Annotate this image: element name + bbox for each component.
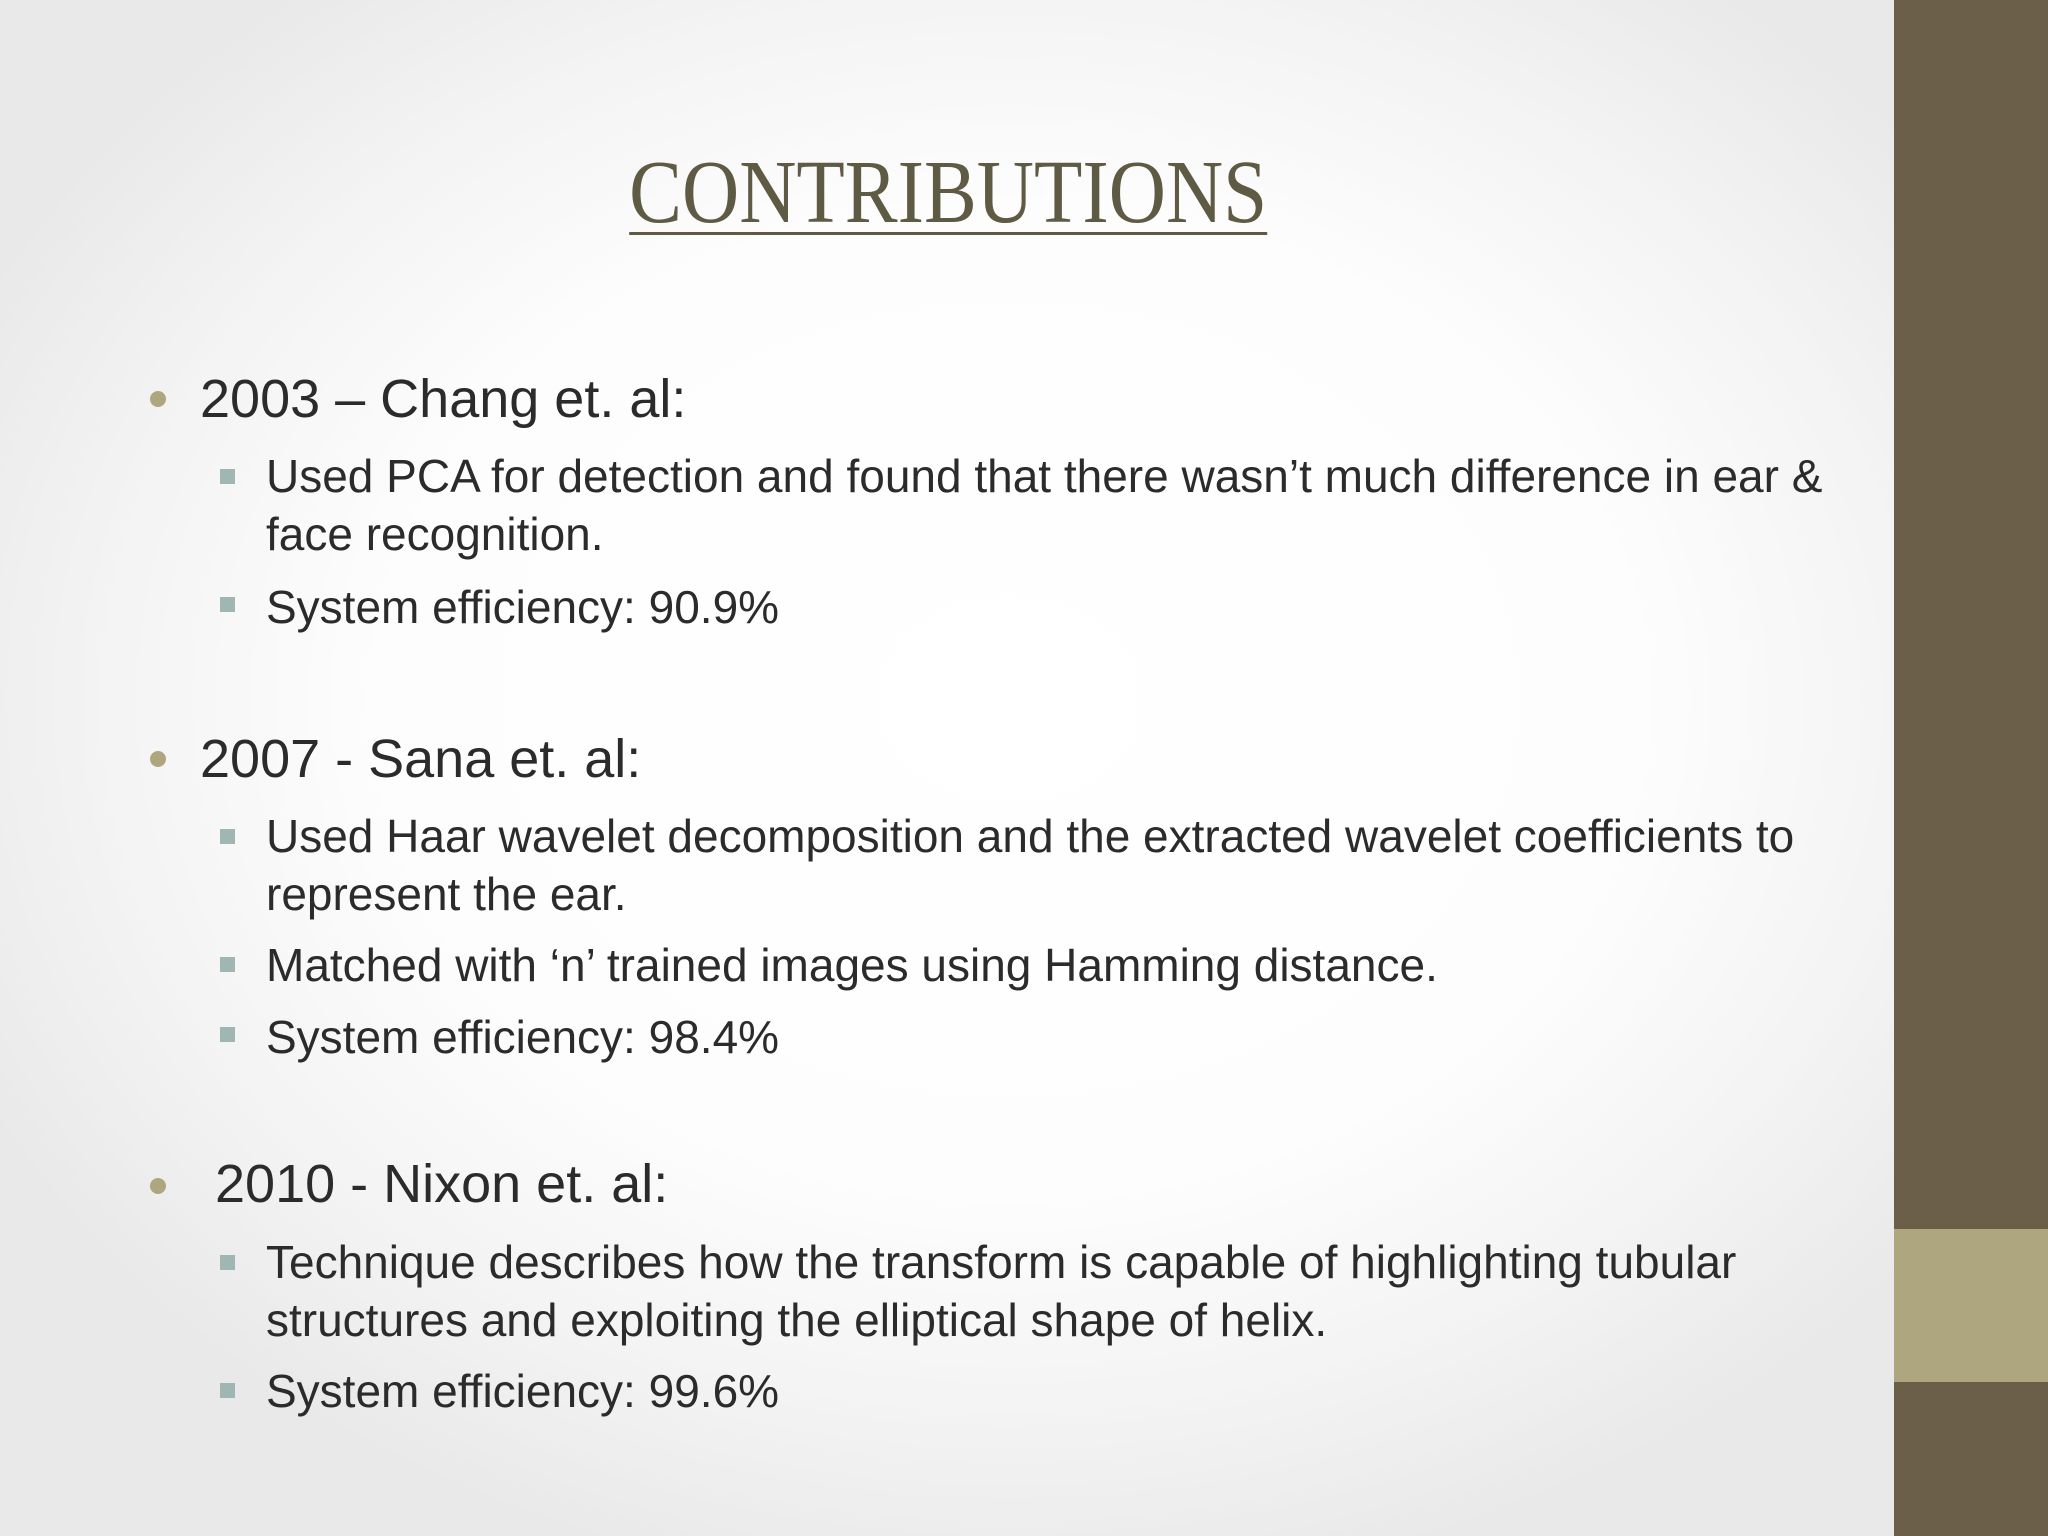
list-item: Matched with ‘n’ trained images using Hamming distance. <box>266 939 1438 991</box>
square-bullet-icon <box>220 1255 235 1270</box>
square-bullet-icon <box>220 957 235 972</box>
slide-title: CONTRIBUTIONS <box>629 143 1268 242</box>
list-item: Used PCA for detection and found that there wasn’t much difference in ear & face recognition. <box>266 450 1823 560</box>
square-bullet-icon <box>220 469 235 484</box>
square-bullet-icon <box>220 829 235 844</box>
section-heading: 2003 – Chang et. al: <box>200 369 687 429</box>
list-item: System efficiency: 90.9% <box>266 581 780 633</box>
bullet-dot-icon <box>150 1178 166 1194</box>
sidebar-accent-block <box>1894 1229 2048 1382</box>
square-bullet-icon <box>220 1383 235 1398</box>
bullet-dot-icon <box>150 751 166 767</box>
list-item: System efficiency: 99.6% <box>266 1365 780 1417</box>
square-bullet-icon <box>220 597 235 612</box>
list-item: Technique describes how the transform is capable of highlighting tubular structures and exploiting the elliptical shape of helix. <box>266 1236 1737 1346</box>
bullet-dot-icon <box>150 391 166 407</box>
square-bullet-icon <box>220 1027 235 1042</box>
section-heading: 2010 - Nixon et. al: <box>200 1154 669 1214</box>
list-item: Used Haar wavelet decomposition and the extracted wavelet coefficients to represent the ear. <box>266 810 1795 920</box>
list-item: System efficiency: 98.4% <box>266 1011 780 1063</box>
section-heading: 2007 - Sana et. al: <box>200 729 642 789</box>
